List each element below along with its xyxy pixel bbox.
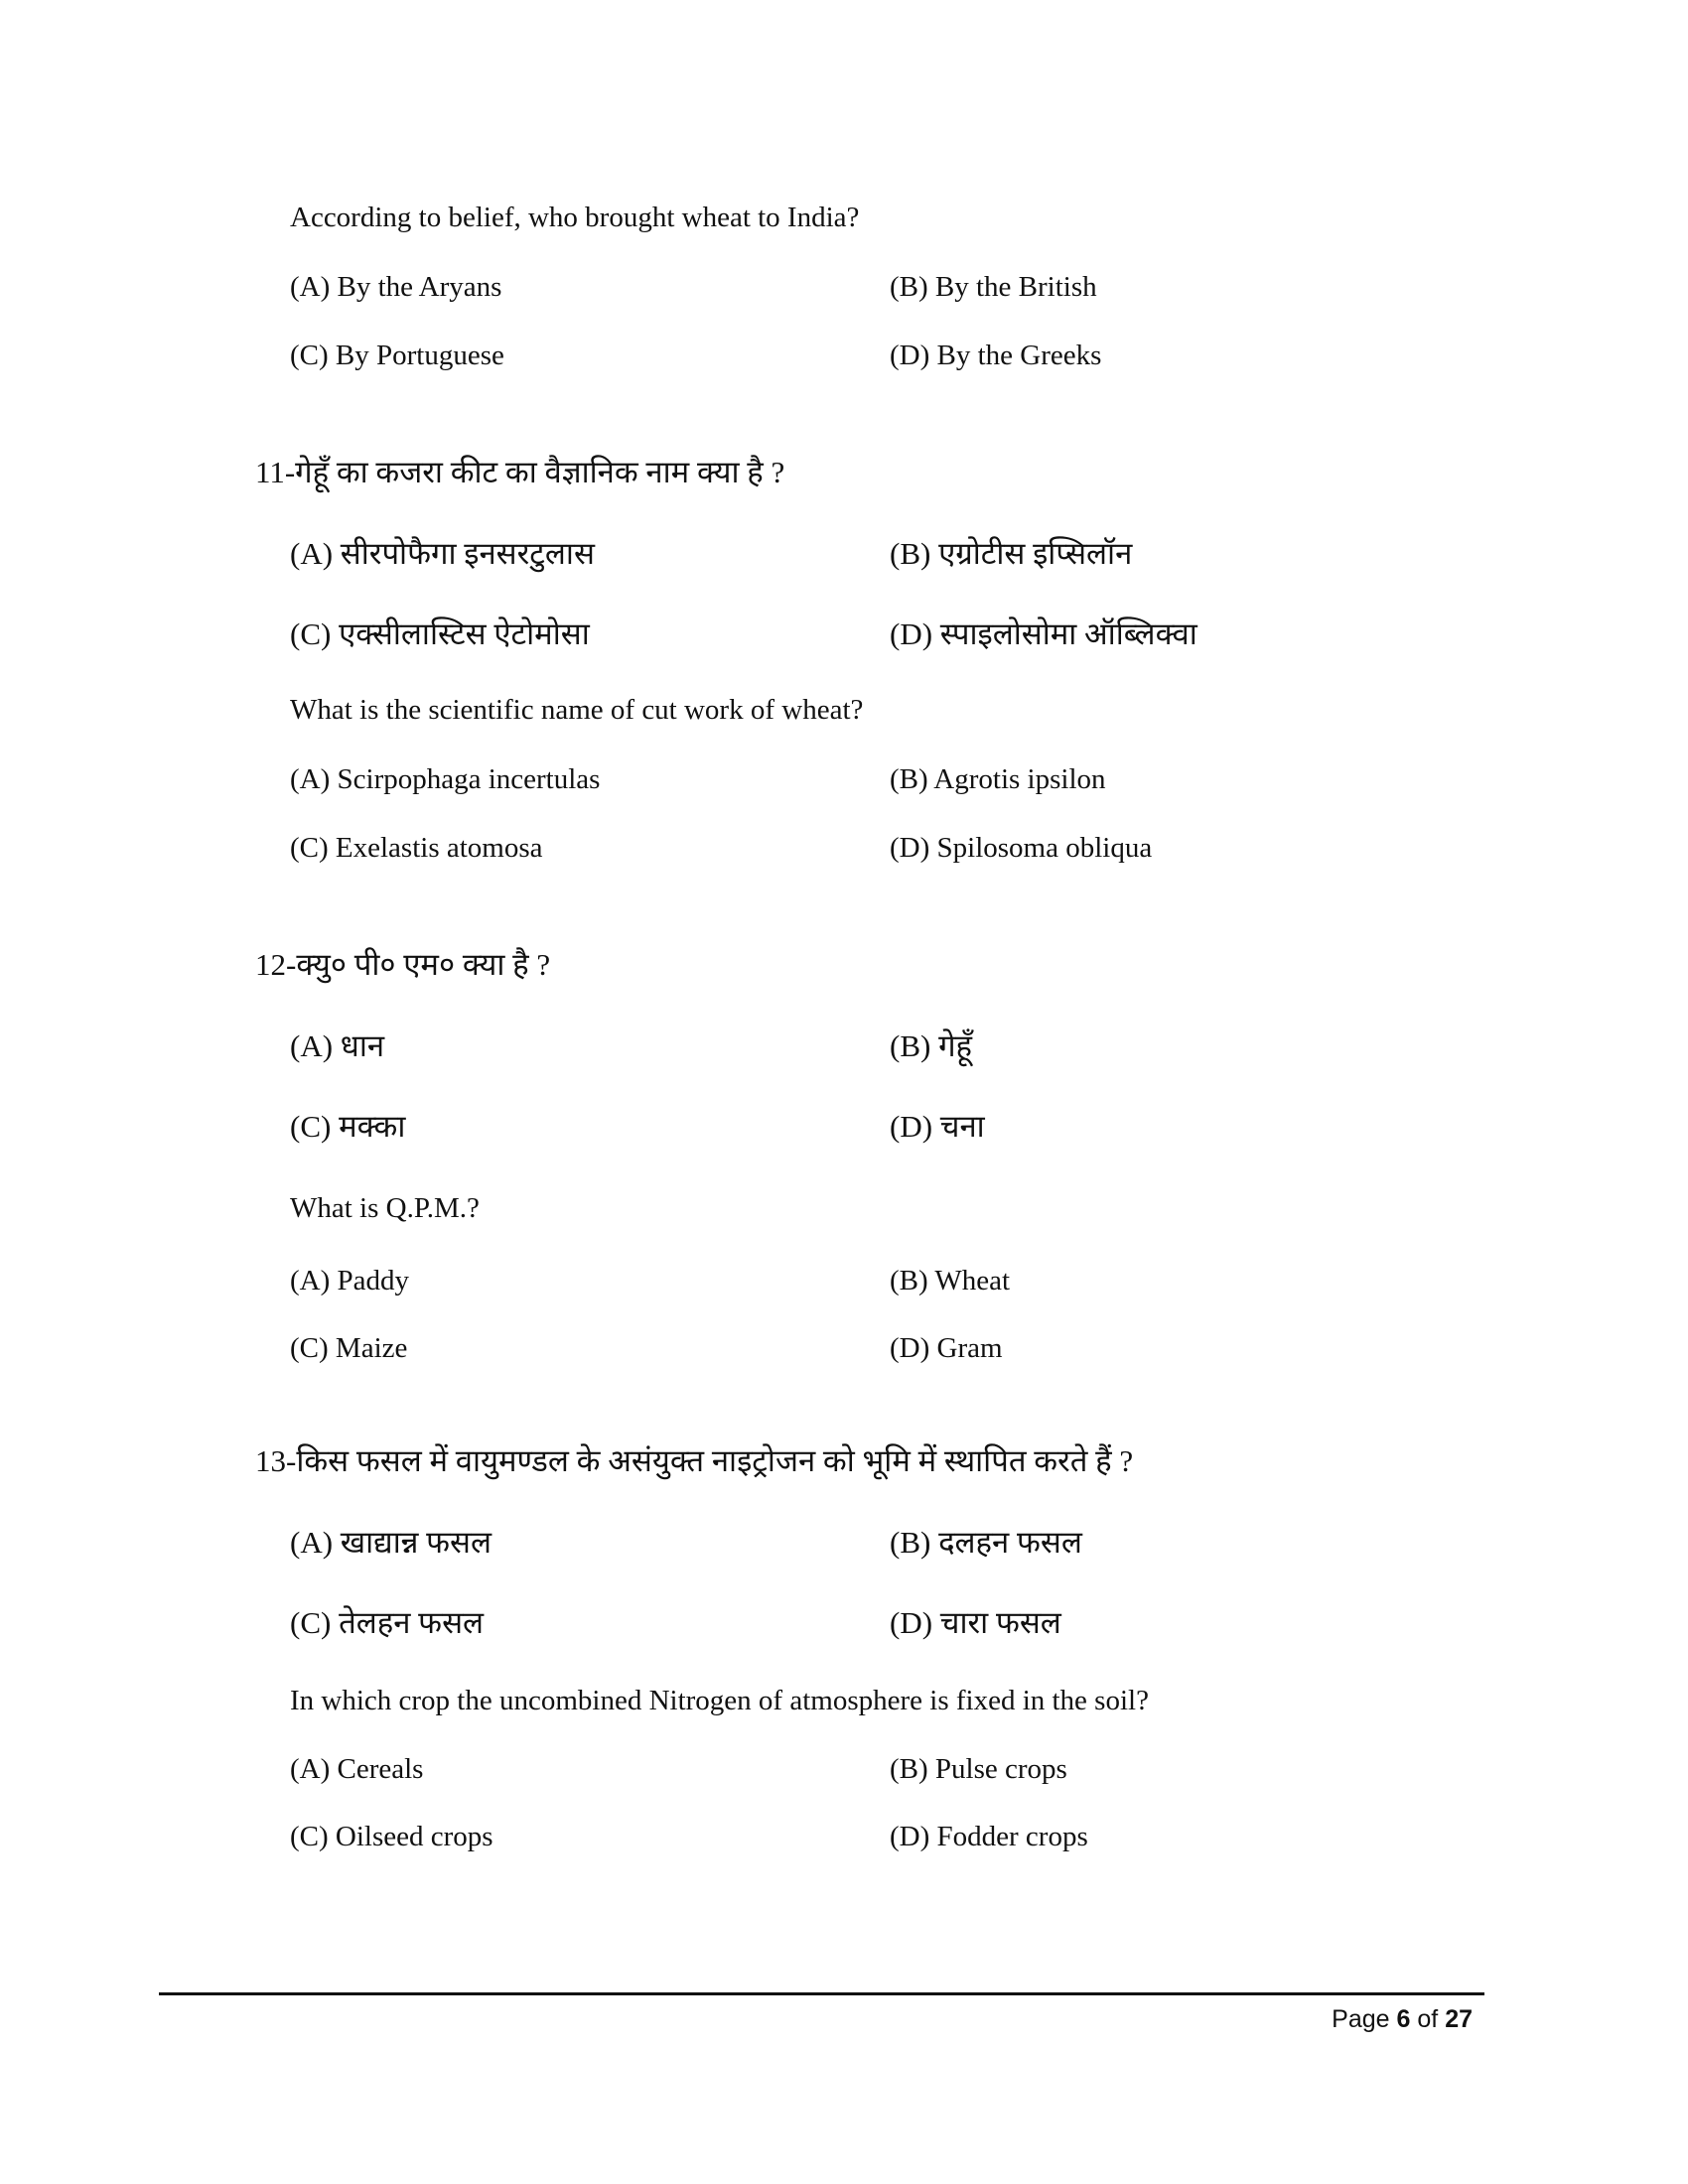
q12-hi-option-a: (A) धान <box>290 1028 385 1063</box>
q13-option-d: (D) Fodder crops <box>890 1821 1088 1852</box>
q13-option-a: (A) Cereals <box>290 1753 424 1785</box>
q12-option-b: (B) Wheat <box>890 1265 1011 1297</box>
q10-english-question: According to belief, who brought wheat to India? <box>290 202 860 233</box>
q12-hi-option-b: (B) गेहूँ <box>890 1028 972 1063</box>
q13-hi-option-a: (A) खाद्यान्न फसल <box>290 1525 492 1560</box>
q12-hindi-question: 12-क्यु० पी० एम० क्या है ? <box>255 947 551 982</box>
q13-hi-option-b: (B) दलहन फसल <box>890 1525 1082 1560</box>
q13-option-b: (B) Pulse crops <box>890 1753 1067 1785</box>
footer-divider <box>159 1992 1484 1995</box>
q11-option-a: (A) Scirpophaga incertulas <box>290 763 601 795</box>
q12-hi-option-d: (D) चना <box>890 1109 985 1144</box>
q11-option-d: (D) Spilosoma obliqua <box>890 832 1153 864</box>
q13-hi-option-d: (D) चारा फसल <box>890 1605 1061 1640</box>
q10-option-c: (C) By Portuguese <box>290 340 504 371</box>
total-pages: 27 <box>1445 2005 1473 2033</box>
q11-hi-option-c: (C) एक्सीलास्टिस ऐटोमोसा <box>290 616 590 651</box>
q10-option-b: (B) By the British <box>890 271 1097 303</box>
q13-hi-option-c: (C) तेलहन फसल <box>290 1605 485 1640</box>
q12-hi-option-c: (C) मक्का <box>290 1109 406 1144</box>
q11-hi-option-d: (D) स्पाइलोसोमा ऑब्लिक्वा <box>890 616 1197 651</box>
current-page: 6 <box>1396 2005 1411 2033</box>
q10-option-a: (A) By the Aryans <box>290 271 502 303</box>
q13-english-question: In which crop the uncombined Nitrogen of atmosphere is fixed in the soil? <box>290 1685 1149 1716</box>
q10-option-d: (D) By the Greeks <box>890 340 1102 371</box>
q11-hindi-question: 11-गेहूँ का कजरा कीट का वैज्ञानिक नाम क्या है ? <box>255 455 785 489</box>
q13-option-c: (C) Oilseed crops <box>290 1821 493 1852</box>
q13-hindi-question: 13-किस फसल में वायुमण्डल के असंयुक्त नाइट्रोजन को भूमि में स्थापित करते हैं ? <box>255 1443 1134 1478</box>
q11-hi-option-b: (B) एग्रोटीस इप्सिलॉन <box>890 536 1133 571</box>
of-word: of <box>1417 2005 1439 2033</box>
page-word: Page <box>1332 2005 1390 2033</box>
q11-option-c: (C) Exelastis atomosa <box>290 832 543 864</box>
q12-option-c: (C) Maize <box>290 1332 408 1364</box>
page-number <box>1332 2003 1473 2035</box>
q11-hi-option-a: (A) सीरपोफैगा इनसरटुलास <box>290 536 595 571</box>
q12-english-question: What is Q.P.M.? <box>290 1192 480 1224</box>
q11-english-question: What is the scientific name of cut work of wheat? <box>290 694 864 726</box>
q11-option-b: (B) Agrotis ipsilon <box>890 763 1106 795</box>
q12-option-a: (A) Paddy <box>290 1265 410 1297</box>
q12-option-d: (D) Gram <box>890 1332 1003 1364</box>
